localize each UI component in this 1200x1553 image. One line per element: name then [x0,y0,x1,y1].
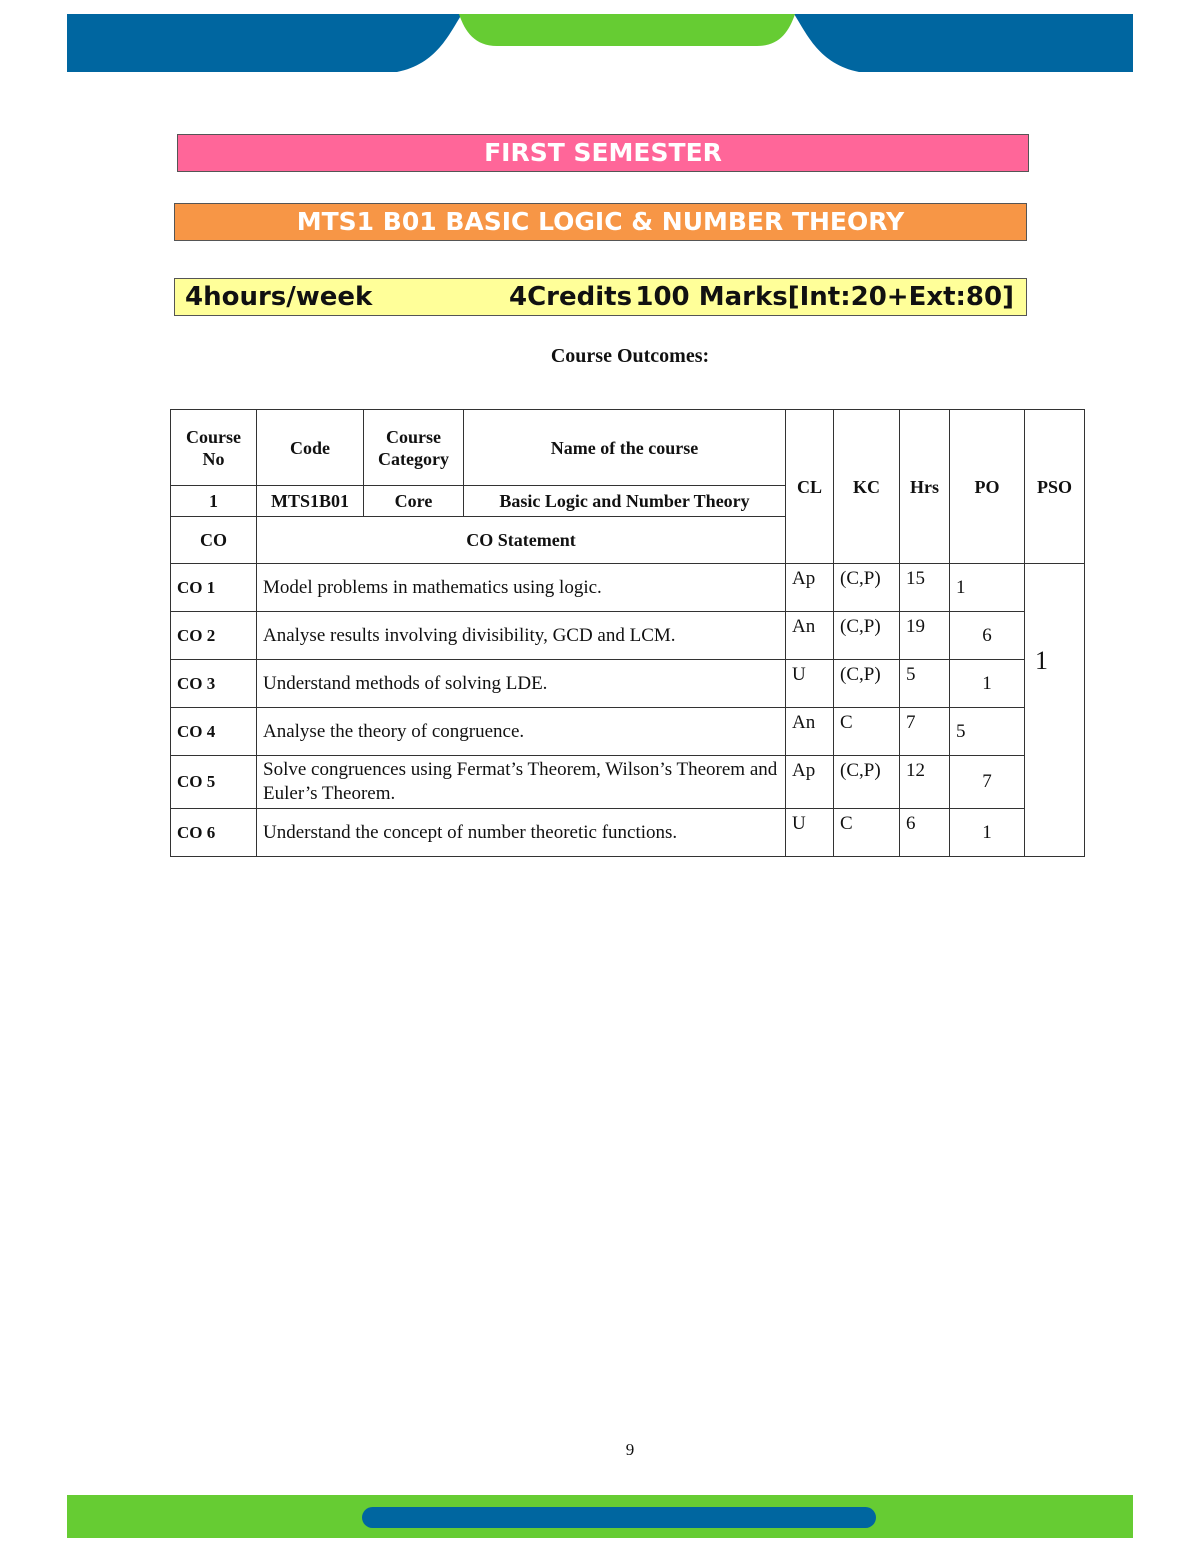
co-kc: (C,P) [834,564,900,612]
header-name: Name of the course [464,410,786,486]
course-name: Basic Logic and Number Theory [464,486,786,517]
co-cl: U [786,809,834,857]
table-row [171,809,1085,857]
table-row [171,660,1085,708]
co-statement: Understand methods of solving LDE. [257,660,786,708]
outcomes-title: Course Outcomes: [550,345,710,367]
page-number: 9 [625,1440,635,1459]
credits: 4Credits [509,282,633,312]
table-row [171,612,1085,660]
co-po: 7 [950,756,1025,809]
pso-value: 1 [1025,564,1085,857]
co-id: CO 1 [171,564,257,612]
table-row [171,708,1085,756]
co-kc: (C,P) [834,756,900,809]
co-po: 5 [950,708,1025,756]
co-kc: C [834,708,900,756]
header-category: Course Category [364,410,464,486]
co-statement: Analyse the theory of congruence. [257,708,786,756]
header-pso: PSO [1025,410,1085,564]
co-cl: Ap [786,756,834,809]
co-id: CO 5 [171,756,257,809]
co-hrs: 5 [900,660,950,708]
co-hrs: 15 [900,564,950,612]
bottom-decorative-pill [362,1507,876,1528]
co-statement: Model problems in mathematics using logic. [257,564,786,612]
co-statement: Understand the concept of number theoretic functions. [257,809,786,857]
co-hrs: 12 [900,756,950,809]
top-decorative-band [67,14,1133,72]
header-co: CO [171,517,257,564]
course-title-banner: MTS1 B01 BASIC LOGIC & NUMBER THEORY [174,203,1027,241]
semester-banner: FIRST SEMESTER [177,134,1029,172]
header-hrs: Hrs [900,410,950,564]
course-no: 1 [171,486,257,517]
header-co-statement: CO Statement [257,517,786,564]
header-course-no: Course No [171,410,257,486]
co-id: CO 3 [171,660,257,708]
co-po: 1 [950,809,1025,857]
co-kc: (C,P) [834,660,900,708]
co-kc: C [834,809,900,857]
co-statement: Solve congruences using Fermat’s Theorem, Wilson’s Theorem and Euler’s Theorem. [257,756,786,809]
course-info-banner [174,278,1027,316]
header-code: Code [257,410,364,486]
co-cl: U [786,660,834,708]
header-kc: KC [834,410,900,564]
co-cl: Ap [786,564,834,612]
co-po: 6 [950,612,1025,660]
co-cl: An [786,612,834,660]
co-po: 1 [950,660,1025,708]
table-row [171,564,1085,612]
table-header-row [171,410,1085,486]
header-cl: CL [786,410,834,564]
co-id: CO 2 [171,612,257,660]
co-id: CO 6 [171,809,257,857]
co-po: 1 [950,564,1025,612]
course-code: MTS1B01 [257,486,364,517]
co-hrs: 7 [900,708,950,756]
co-kc: (C,P) [834,612,900,660]
co-id: CO 4 [171,708,257,756]
co-cl: An [786,708,834,756]
table-row [171,756,1085,809]
co-hrs: 6 [900,809,950,857]
marks: 100 Marks[Int:20+Ext:80] [635,282,1014,312]
header-po: PO [950,410,1025,564]
hours-per-week: 4hours/week [185,282,373,312]
course-outcomes-table [170,409,1085,857]
course-category: Core [364,486,464,517]
co-hrs: 19 [900,612,950,660]
co-statement: Analyse results involving divisibility, GCD and LCM. [257,612,786,660]
